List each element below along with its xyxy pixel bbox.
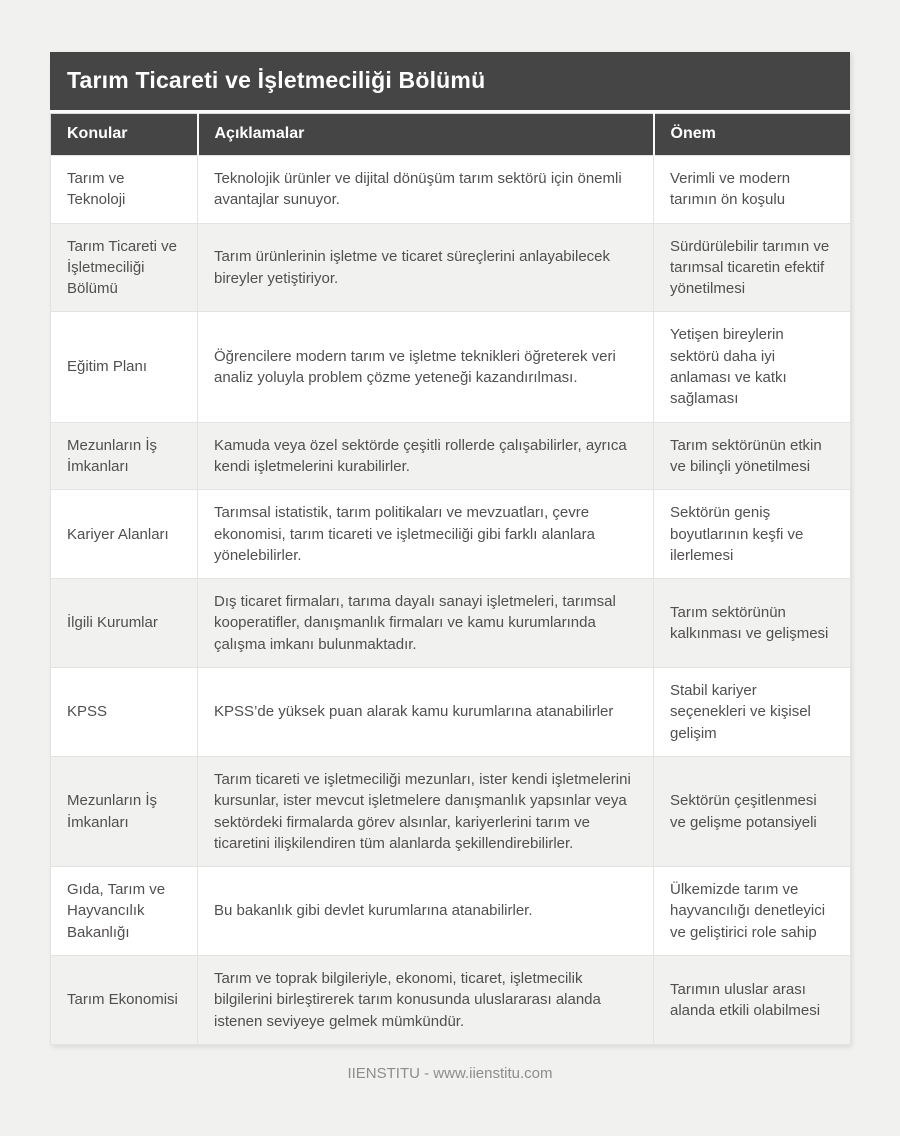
column-header-konular: Konular (51, 114, 198, 156)
table-row (51, 579, 851, 668)
table-header (51, 114, 851, 156)
description-cell: Bu bakanlık gibi devlet kurumlarına atanabilirler. (198, 867, 654, 956)
table-row (51, 223, 851, 312)
table-row (51, 867, 851, 956)
topic-cell: Eğitim Planı (51, 312, 198, 422)
column-header-aciklamalar: Açıklamalar (198, 114, 654, 156)
topic-cell: Gıda, Tarım ve Hayvancılık Bakanlığı (51, 867, 198, 956)
importance-cell: Sektörün geniş boyutlarının keşfi ve ilerlemesi (654, 490, 851, 579)
topic-cell: KPSS (51, 668, 198, 757)
importance-cell: Stabil kariyer seçenekleri ve kişisel gelişim (654, 668, 851, 757)
topic-cell: Tarım Ticareti ve İşletmeciliği Bölümü (51, 223, 198, 312)
topic-cell: Tarım Ekonomisi (51, 956, 198, 1045)
importance-cell: Sürdürülebilir tarımın ve tarımsal ticaretin efektif yönetilmesi (654, 223, 851, 312)
importance-cell: Tarım sektörünün etkin ve bilinçli yönetilmesi (654, 422, 851, 490)
description-cell: Tarım ticareti ve işletmeciliği mezunları, ister kendi işletmelerini kursunlar, ister mevcut işletmelere danışmanlık yapsınlar veya sektördeki firmalarda görev alsınlar, kariyerlerini tarım ve ticaretini ilişkilendiren tüm alanlarda şekillendirebilirler. (198, 756, 654, 866)
importance-cell: Sektörün çeşitlenmesi ve gelişme potansiyeli (654, 756, 851, 866)
table-body (51, 156, 851, 1045)
topics-table (50, 113, 851, 1045)
table-row (51, 756, 851, 866)
importance-cell: Verimli ve modern tarımın ön koşulu (654, 156, 851, 224)
topic-cell: Mezunların İş İmkanları (51, 756, 198, 866)
importance-cell: Tarımın uluslar arası alanda etkili olabilmesi (654, 956, 851, 1045)
table-row (51, 956, 851, 1045)
info-card (50, 52, 850, 1045)
page-container (50, 0, 850, 1108)
table-row (51, 668, 851, 757)
description-cell: Teknolojik ürünler ve dijital dönüşüm tarım sektörü için önemli avantajlar sunuyor. (198, 156, 654, 224)
description-cell: Tarım ve toprak bilgileriyle, ekonomi, ticaret, işletmecilik bilgilerini birleştirerek tarım konusunda uluslararası alanda istenen seviyeye gelmek mümkündür. (198, 956, 654, 1045)
table-row (51, 156, 851, 224)
topic-cell: İlgili Kurumlar (51, 579, 198, 668)
page-title: Tarım Ticareti ve İşletmeciliği Bölümü (50, 52, 850, 113)
topic-cell: Tarım ve Teknoloji (51, 156, 198, 224)
importance-cell: Tarım sektörünün kalkınması ve gelişmesi (654, 579, 851, 668)
description-cell: KPSS’de yüksek puan alarak kamu kurumlarına atanabilirler (198, 668, 654, 757)
description-cell: Tarım ürünlerinin işletme ve ticaret süreçlerini anlayabilecek bireyler yetiştiriyor. (198, 223, 654, 312)
description-cell: Dış ticaret firmaları, tarıma dayalı sanayi işletmeleri, tarımsal kooperatifler, danışmanlık firmaları ve kamu kurumlarında çalışma imkanı bulunmaktadır. (198, 579, 654, 668)
importance-cell: Ülkemizde tarım ve hayvancılığı denetleyici ve geliştirici role sahip (654, 867, 851, 956)
description-cell: Öğrencilere modern tarım ve işletme teknikleri öğreterek veri analiz yoluyla problem çözme yeteneği kazandırılması. (198, 312, 654, 422)
column-header-onem: Önem (654, 114, 851, 156)
table-row (51, 490, 851, 579)
table-row (51, 422, 851, 490)
header-row (51, 114, 851, 156)
description-cell: Tarımsal istatistik, tarım politikaları ve mevzuatları, çevre ekonomisi, tarım ticareti ve işletmeciliği gibi farklı alanlara yönelebilirler. (198, 490, 654, 579)
description-cell: Kamuda veya özel sektörde çeşitli rollerde çalışabilirler, ayrıca kendi işletmelerini kurabilirler. (198, 422, 654, 490)
footer-credit: IIENSTITU - www.iienstitu.com (347, 1064, 553, 1082)
importance-cell: Yetişen bireylerin sektörü daha iyi anlaması ve katkı sağlaması (654, 312, 851, 422)
topic-cell: Kariyer Alanları (51, 490, 198, 579)
topic-cell: Mezunların İş İmkanları (51, 422, 198, 490)
table-row (51, 312, 851, 422)
